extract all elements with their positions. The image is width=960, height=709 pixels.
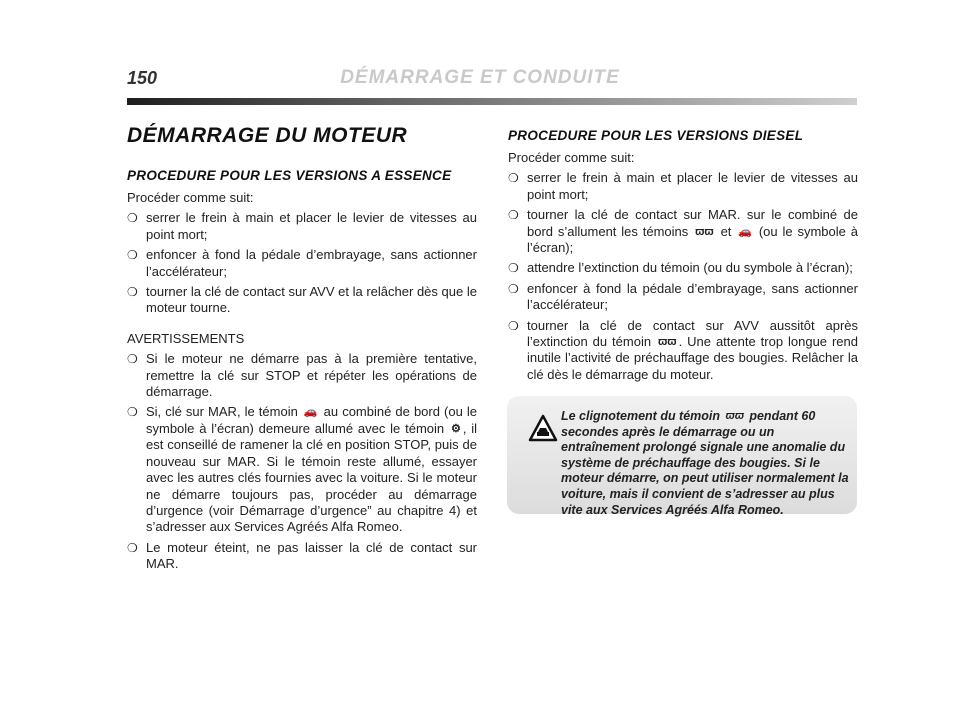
list-item: [127, 284, 477, 317]
diesel-subheading: PROCEDURE POUR LES VERSIONS DIESEL: [508, 128, 804, 143]
list-item: [127, 210, 477, 243]
bullet-icon: ❍: [508, 208, 519, 223]
preheat-icon: ϖϖ: [658, 336, 677, 349]
warning-note-box: [507, 396, 857, 517]
bullet-icon: ❍: [508, 318, 519, 333]
list-item: [127, 351, 477, 400]
list-item: [508, 170, 858, 203]
page-number: 150: [127, 68, 158, 88]
diesel-step-2a: tourner la clé de contact sur MAR. sur le combiné de bord s’allument les témoins: [527, 207, 858, 239]
bullet-icon: ❍: [508, 261, 519, 276]
immobilizer-icon: 🚗: [303, 406, 318, 419]
engine-warning-icon: ⚙: [450, 422, 461, 435]
bullet-icon: ❍: [127, 248, 138, 263]
list-item: [508, 260, 858, 276]
immobilizer-icon: 🚗: [738, 225, 752, 238]
bullet-icon: ❍: [127, 211, 138, 226]
diesel-step-5a: tourner la clé de contact sur AVV aussitôt après l’extinction du témoin: [527, 317, 858, 350]
bullet-icon: ❍: [127, 540, 138, 555]
diesel-step-1: serrer le frein à main et placer le levier de vitesses au point mort;: [527, 170, 858, 202]
petrol-intro: Procéder comme suit:: [127, 190, 254, 205]
bullet-icon: ❍: [127, 352, 138, 367]
diesel-step-5b: . Une attente trop longue rend inutile l’activité de préchauffage des bougies. Relâcher la clé dès le démarrage du moteur.: [527, 334, 859, 382]
preheat-icon: ϖϖ: [695, 225, 714, 238]
section-heading: DÉMARRAGE DU MOTEUR: [127, 124, 408, 147]
warning-1: Si le moteur ne démarre pas à la première tentative, remettre la clé sur STOP et répéter les opérations de démarrage.: [146, 351, 477, 400]
list-item: [127, 540, 477, 573]
diesel-step-2b: et: [715, 223, 737, 239]
warnings-list: [127, 351, 477, 572]
bullet-icon: ❍: [127, 285, 138, 300]
list-item: [127, 247, 477, 280]
petrol-step-3: tourner la clé de contact sur AVV et la relâcher dès que le moteur tourne.: [146, 284, 477, 316]
petrol-steps-list: [127, 210, 477, 316]
petrol-subheading: PROCEDURE POUR LES VERSIONS A ESSENCE: [127, 168, 452, 183]
list-item: [508, 281, 858, 314]
diesel-step-2c: (ou le symbole à l’écran);: [527, 223, 858, 256]
warning-2a: Si, clé sur MAR, le témoin: [146, 404, 302, 420]
note-body: [515, 409, 851, 518]
header-rule: [127, 98, 857, 105]
bullet-icon: ❍: [127, 405, 138, 420]
petrol-step-2: enfoncer à fond la pédale d’embrayage, sans actionner l’accélérateur;: [146, 247, 477, 279]
warning-note-text: [507, 409, 851, 518]
note-text-a: Le clignotement du témoin: [561, 409, 724, 423]
right-column: [508, 128, 858, 387]
list-item: [508, 318, 858, 384]
petrol-step-1: serrer le frein à main et placer le levier de vitesses au point mort;: [146, 210, 477, 242]
warnings-heading: AVERTISSEMENTS: [127, 330, 245, 346]
diesel-steps-list: [508, 170, 858, 383]
bullet-icon: ❍: [508, 171, 519, 186]
warning-2c: , il est conseillé de ramener la clé en position STOP, puis de nouveau sur MAR. Si le témoin reste allumé, essayer avec les autres clés fournies avec la voiture. Si le moteur ne démarre toujours pas, procéder au démarrage d’urgence (voir Démarrage d’urgence” au chapitre 4) et s’adresser aux Services Agréés Alfa Romeo.: [146, 420, 478, 535]
warning-2b: au combiné de bord (ou le symbole à l’écran) demeure allumé avec le témoin: [146, 404, 478, 436]
left-column: [127, 120, 477, 577]
bullet-icon: ❍: [508, 281, 519, 296]
list-item: [508, 207, 858, 256]
diesel-step-3: attendre l’extinction du témoin (ou du symbole à l’écran);: [527, 260, 853, 276]
warning-3: Le moteur éteint, ne pas laisser la clé de contact sur MAR.: [146, 539, 477, 572]
diesel-intro: Procéder comme suit:: [508, 150, 635, 165]
diesel-step-4: enfoncer à fond la pédale d’embrayage, sans actionner l’accélérateur;: [527, 280, 858, 313]
note-text-b: pendant 60 secondes après le démarrage ou un entraînement prolongé signale une anomalie du système de préchauffage des bougies. Si le moteur démarre, on peut utiliser normalement la voiture, mais il convient de s’adresser au plus vite aux Services Agréés Alfa Romeo.: [561, 409, 849, 517]
preheat-icon: ϖϖ: [725, 410, 744, 422]
section-title: DÉMARRAGE ET CONDUITE: [340, 67, 620, 88]
list-item: [127, 404, 477, 535]
